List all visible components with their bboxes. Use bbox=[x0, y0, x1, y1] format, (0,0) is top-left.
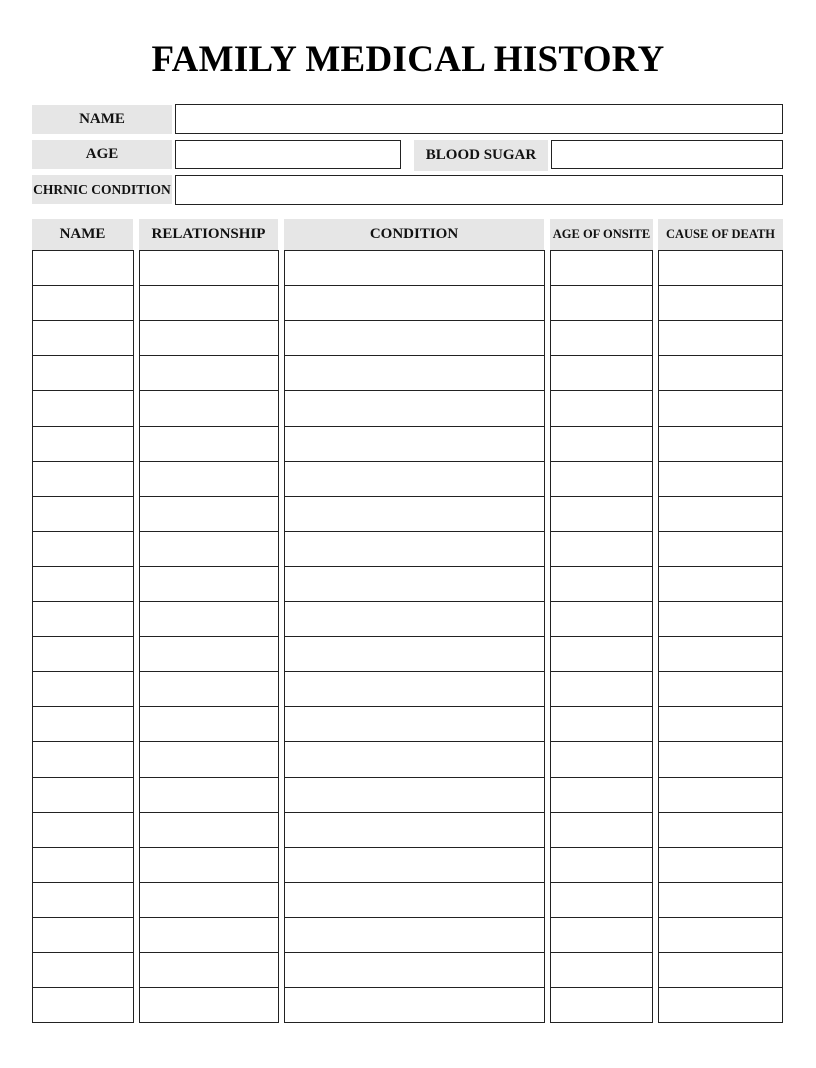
cell-cause-of-death[interactable] bbox=[658, 741, 783, 778]
cell-age-of-onset[interactable] bbox=[550, 426, 653, 462]
cell-relationship[interactable] bbox=[139, 847, 279, 883]
cell-relationship[interactable] bbox=[139, 636, 279, 672]
cell-relationship[interactable] bbox=[139, 812, 279, 848]
column-header-relationship: RELATIONSHIP bbox=[139, 219, 278, 250]
age-label: AGE bbox=[32, 140, 172, 169]
cell-relationship[interactable] bbox=[139, 320, 279, 356]
cell-name[interactable] bbox=[32, 987, 134, 1023]
column-header-age-of-onset: AGE OF ONSITE bbox=[550, 219, 653, 250]
cell-name[interactable] bbox=[32, 777, 134, 813]
cell-relationship[interactable] bbox=[139, 987, 279, 1023]
cell-relationship[interactable] bbox=[139, 285, 279, 321]
cell-name[interactable] bbox=[32, 320, 134, 356]
cell-age-of-onset[interactable] bbox=[550, 741, 653, 778]
cell-age-of-onset[interactable] bbox=[550, 952, 653, 988]
chronic-condition-label: CHRNIC CONDITION bbox=[32, 175, 172, 204]
cell-condition[interactable] bbox=[284, 741, 545, 778]
cell-condition[interactable] bbox=[284, 250, 545, 286]
cell-name[interactable] bbox=[32, 496, 134, 532]
cell-cause-of-death[interactable] bbox=[658, 355, 783, 391]
cell-cause-of-death[interactable] bbox=[658, 601, 783, 637]
cell-cause-of-death[interactable] bbox=[658, 390, 783, 427]
cell-condition[interactable] bbox=[284, 636, 545, 672]
cell-name[interactable] bbox=[32, 390, 134, 427]
cell-age-of-onset[interactable] bbox=[550, 706, 653, 742]
age-field[interactable] bbox=[175, 140, 401, 169]
cell-relationship[interactable] bbox=[139, 952, 279, 988]
cell-relationship[interactable] bbox=[139, 496, 279, 532]
cell-name[interactable] bbox=[32, 461, 134, 497]
cell-name[interactable] bbox=[32, 636, 134, 672]
cell-age-of-onset[interactable] bbox=[550, 636, 653, 672]
cell-relationship[interactable] bbox=[139, 566, 279, 602]
cell-relationship[interactable] bbox=[139, 777, 279, 813]
cell-cause-of-death[interactable] bbox=[658, 320, 783, 356]
cell-cause-of-death[interactable] bbox=[658, 987, 783, 1023]
blood-sugar-label: BLOOD SUGAR bbox=[414, 140, 548, 171]
cell-name[interactable] bbox=[32, 566, 134, 602]
cell-age-of-onset[interactable] bbox=[550, 461, 653, 497]
cell-name[interactable] bbox=[32, 882, 134, 918]
name-label: NAME bbox=[32, 105, 172, 134]
cell-condition[interactable] bbox=[284, 461, 545, 497]
cell-condition[interactable] bbox=[284, 531, 545, 567]
cell-condition[interactable] bbox=[284, 285, 545, 321]
cell-cause-of-death[interactable] bbox=[658, 812, 783, 848]
cell-relationship[interactable] bbox=[139, 882, 279, 918]
cell-age-of-onset[interactable] bbox=[550, 496, 653, 532]
cell-name[interactable] bbox=[32, 250, 134, 286]
cell-age-of-onset[interactable] bbox=[550, 566, 653, 602]
cell-age-of-onset[interactable] bbox=[550, 355, 653, 391]
cell-condition[interactable] bbox=[284, 496, 545, 532]
cell-condition[interactable] bbox=[284, 320, 545, 356]
cell-cause-of-death[interactable] bbox=[658, 917, 783, 953]
column-header-condition: CONDITION bbox=[284, 219, 544, 250]
cell-name[interactable] bbox=[32, 285, 134, 321]
cell-name[interactable] bbox=[32, 952, 134, 988]
cell-age-of-onset[interactable] bbox=[550, 882, 653, 918]
cell-cause-of-death[interactable] bbox=[658, 285, 783, 321]
column-header-name: NAME bbox=[32, 219, 133, 250]
cell-condition[interactable] bbox=[284, 426, 545, 462]
cell-cause-of-death[interactable] bbox=[658, 250, 783, 286]
cell-relationship[interactable] bbox=[139, 355, 279, 391]
cell-cause-of-death[interactable] bbox=[658, 461, 783, 497]
blood-sugar-field[interactable] bbox=[551, 140, 783, 169]
cell-relationship[interactable] bbox=[139, 917, 279, 953]
cell-relationship[interactable] bbox=[139, 601, 279, 637]
cell-name[interactable] bbox=[32, 917, 134, 953]
cell-cause-of-death[interactable] bbox=[658, 426, 783, 462]
cell-cause-of-death[interactable] bbox=[658, 671, 783, 707]
cell-condition[interactable] bbox=[284, 777, 545, 813]
cell-age-of-onset[interactable] bbox=[550, 987, 653, 1023]
cell-age-of-onset[interactable] bbox=[550, 601, 653, 637]
cell-condition[interactable] bbox=[284, 390, 545, 427]
cell-relationship[interactable] bbox=[139, 531, 279, 567]
cell-age-of-onset[interactable] bbox=[550, 917, 653, 953]
cell-condition[interactable] bbox=[284, 671, 545, 707]
cell-cause-of-death[interactable] bbox=[658, 952, 783, 988]
cell-age-of-onset[interactable] bbox=[550, 812, 653, 848]
cell-name[interactable] bbox=[32, 601, 134, 637]
cell-name[interactable] bbox=[32, 847, 134, 883]
cell-relationship[interactable] bbox=[139, 426, 279, 462]
cell-name[interactable] bbox=[32, 355, 134, 391]
cell-relationship[interactable] bbox=[139, 250, 279, 286]
cell-name[interactable] bbox=[32, 671, 134, 707]
cell-condition[interactable] bbox=[284, 812, 545, 848]
page-title: FAMILY MEDICAL HISTORY bbox=[151, 39, 665, 80]
cell-name[interactable] bbox=[32, 812, 134, 848]
cell-condition[interactable] bbox=[284, 952, 545, 988]
name-field[interactable] bbox=[175, 104, 783, 134]
cell-relationship[interactable] bbox=[139, 741, 279, 778]
cell-cause-of-death[interactable] bbox=[658, 496, 783, 532]
cell-name[interactable] bbox=[32, 531, 134, 567]
cell-condition[interactable] bbox=[284, 566, 545, 602]
cell-age-of-onset[interactable] bbox=[550, 531, 653, 567]
cell-cause-of-death[interactable] bbox=[658, 882, 783, 918]
cell-age-of-onset[interactable] bbox=[550, 847, 653, 883]
cell-name[interactable] bbox=[32, 706, 134, 742]
cell-age-of-onset[interactable] bbox=[550, 285, 653, 321]
cell-name[interactable] bbox=[32, 741, 134, 778]
chronic-condition-field[interactable] bbox=[175, 175, 783, 205]
cell-condition[interactable] bbox=[284, 706, 545, 742]
cell-cause-of-death[interactable] bbox=[658, 847, 783, 883]
cell-relationship[interactable] bbox=[139, 706, 279, 742]
cell-relationship[interactable] bbox=[139, 461, 279, 497]
cell-name[interactable] bbox=[32, 426, 134, 462]
cell-relationship[interactable] bbox=[139, 390, 279, 427]
cell-condition[interactable] bbox=[284, 601, 545, 637]
cell-age-of-onset[interactable] bbox=[550, 250, 653, 286]
cell-condition[interactable] bbox=[284, 987, 545, 1023]
cell-condition[interactable] bbox=[284, 355, 545, 391]
cell-cause-of-death[interactable] bbox=[658, 706, 783, 742]
cell-age-of-onset[interactable] bbox=[550, 320, 653, 356]
cell-cause-of-death[interactable] bbox=[658, 636, 783, 672]
cell-cause-of-death[interactable] bbox=[658, 531, 783, 567]
column-header-cause-of-death: CAUSE OF DEATH bbox=[658, 219, 783, 250]
cell-age-of-onset[interactable] bbox=[550, 671, 653, 707]
cell-condition[interactable] bbox=[284, 882, 545, 918]
cell-age-of-onset[interactable] bbox=[550, 777, 653, 813]
cell-cause-of-death[interactable] bbox=[658, 777, 783, 813]
cell-condition[interactable] bbox=[284, 847, 545, 883]
cell-age-of-onset[interactable] bbox=[550, 390, 653, 427]
cell-relationship[interactable] bbox=[139, 671, 279, 707]
cell-cause-of-death[interactable] bbox=[658, 566, 783, 602]
cell-condition[interactable] bbox=[284, 917, 545, 953]
